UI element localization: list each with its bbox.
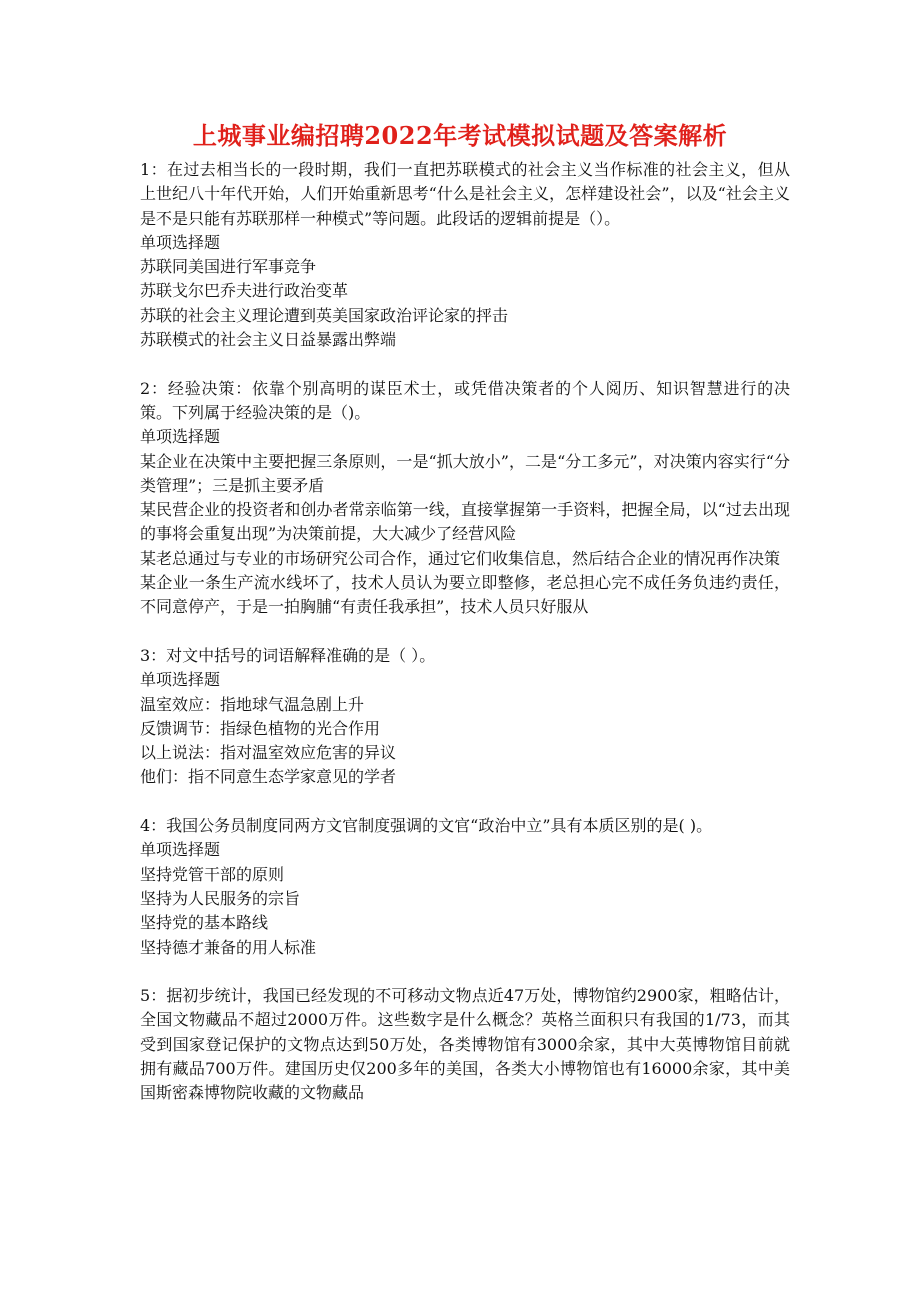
option-c: 坚持党的基本路线	[140, 913, 269, 933]
option-c: 以上说法：指对温室效应危害的异议	[140, 743, 397, 763]
question-text: 4：我国公务员制度同两方文官制度强调的文官“政治中立”具有本质区别的是( )。	[140, 816, 713, 836]
option-d: 坚持德才兼备的用人标准	[140, 937, 317, 957]
document-body	[140, 158, 790, 1130]
question-type-label: 单项选择题	[140, 232, 221, 252]
option-b: 反馈调节：指绿色植物的光合作用	[140, 718, 381, 738]
question-text: 1：在过去相当长的一段时期，我们一直把苏联模式的社会主义当作标准的社会主义，但从上世纪八十年代开始，人们开始重新思考“什么是社会主义，怎样建设社会”，以及“社会主义是不是只能有苏联那样一种模式”等问题。此段话的逻辑前提是（）。	[140, 160, 790, 228]
question-3	[140, 644, 790, 790]
question-5	[140, 984, 790, 1105]
option-c: 苏联的社会主义理论遭到英美国家政治评论家的抨击	[140, 305, 509, 325]
question-1	[140, 158, 790, 352]
document-title: 上城事业编招聘2022年考试模拟试题及答案解析	[192, 121, 728, 150]
question-text: 2：经验决策：依靠个别高明的谋臣术士，或凭借决策者的个人阅历、知识智慧进行的决策。下列属于经验决策的是（)。	[140, 378, 790, 422]
option-d: 某企业一条生产流水线坏了，技术人员认为要立即整修，老总担心完不成任务负违约责任，不同意停产，于是一拍胸脯“有责任我承担”，技术人员只好服从	[140, 573, 790, 617]
option-d: 他们：指不同意生态学家意见的学者	[140, 767, 397, 787]
option-c: 某老总通过与专业的市场研究公司合作，通过它们收集信息，然后结合企业的情况再作决策	[140, 548, 781, 568]
option-a: 某企业在决策中主要把握三条原则，一是“抓大放小”，二是“分工多元”，对决策内容实行“分类管理”；三是抓主要矛盾	[140, 451, 790, 495]
question-2	[140, 377, 790, 620]
option-a: 温室效应：指地球气温急剧上升	[140, 694, 365, 714]
question-type-label: 单项选择题	[140, 670, 221, 690]
question-type-label: 单项选择题	[140, 840, 221, 860]
option-a: 苏联同美国进行军事竞争	[140, 257, 317, 277]
question-4	[140, 814, 790, 960]
question-type-label: 单项选择题	[140, 427, 221, 447]
option-d: 苏联模式的社会主义日益暴露出弊端	[140, 330, 397, 350]
option-b: 某民营企业的投资者和创办者常亲临第一线，直接掌握第一手资料，把握全局，以“过去出现的事将会重复出现”为决策前提，大大减少了经营风险	[140, 500, 790, 544]
question-text: 5：据初步统计，我国已经发现的不可移动文物点近47万处，博物馆约2900家，粗略估计，全国文物藏品不超过2000万件。这些数字是什么概念？英格兰面积只有我国的1/73，而其受到国家登记保护的文物点达到50万处，各类博物馆有3000余家，其中大英博物馆目前就拥有藏品700万件。建国历史仅200多年的美国，各类大小博物馆也有16000余家，其中美国斯密森博物院收藏的文物藏品	[140, 986, 790, 1103]
option-b: 苏联戈尔巴乔夫进行政治变革	[140, 281, 349, 301]
question-text: 3：对文中括号的词语解释准确的是（ ）。	[140, 645, 436, 665]
option-b: 坚持为人民服务的宗旨	[140, 888, 301, 908]
option-a: 坚持党管干部的原则	[140, 864, 285, 884]
